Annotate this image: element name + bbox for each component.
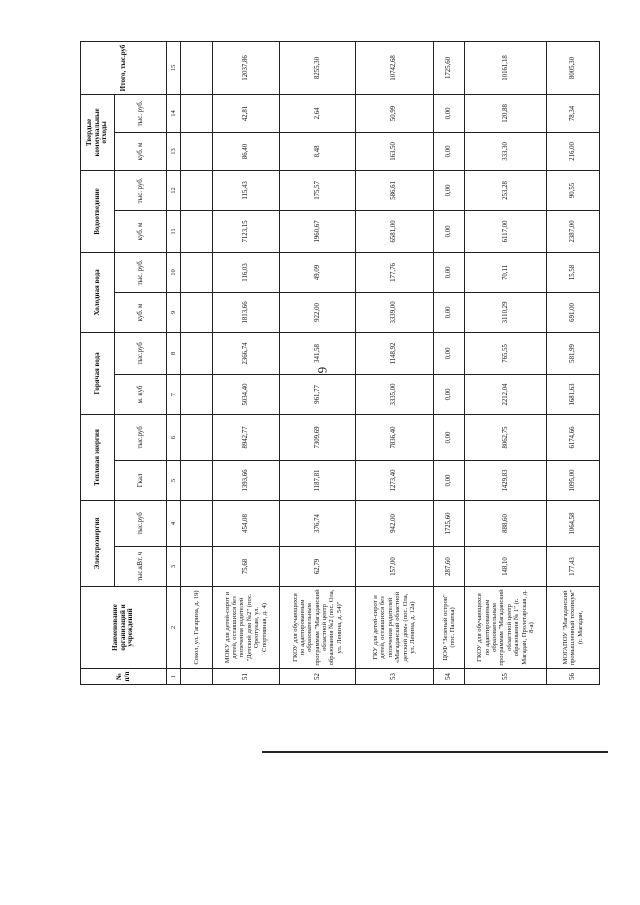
value-cell: 7309,69: [279, 414, 355, 460]
value-cell: 0,00: [433, 414, 465, 460]
value-cell: 163,50: [355, 132, 433, 170]
value-cell: 7123,15: [212, 210, 279, 252]
value-cell: [181, 252, 213, 292]
value-cell: 961,77: [279, 374, 355, 414]
value-cell: [181, 374, 213, 414]
utilities-table: [80, 41, 600, 685]
row-number: 51: [212, 669, 279, 685]
value-cell: 10742,68: [355, 41, 433, 94]
header-solid-waste: Твердые коммунальные отходы: [81, 94, 115, 170]
unit-hw-qty: м. куб: [115, 374, 167, 414]
col-index: 2: [167, 587, 181, 669]
value-cell: 0,00: [433, 460, 465, 500]
value-cell: 5034,40: [212, 374, 279, 414]
value-cell: 454,08: [212, 500, 279, 546]
value-cell: 115,43: [212, 170, 279, 210]
value-cell: 8005,30: [547, 41, 600, 94]
header-total: Итого, тыс.руб: [81, 41, 167, 94]
header-no: № п/п: [81, 669, 167, 685]
col-index: 11: [167, 210, 181, 252]
organization-name: ГКОУ для обучающихся по адаптированным образовательным программам "Магаданский областной центр образования № 1" (г. Магадан, Пролетарская, д. 8-а): [465, 587, 547, 669]
col-index: 13: [167, 132, 181, 170]
value-cell: 75,68: [212, 547, 279, 587]
value-cell: 78,34: [547, 94, 600, 132]
col-index: 3: [167, 547, 181, 587]
col-index: 10: [167, 252, 181, 292]
value-cell: 8255,30: [279, 41, 355, 94]
col-index: 12: [167, 170, 181, 210]
value-cell: 15,58: [547, 252, 600, 292]
value-cell: 2366,74: [212, 332, 279, 374]
value-cell: 49,09: [279, 252, 355, 292]
value-cell: 120,88: [465, 94, 547, 132]
value-cell: 1148,92: [355, 332, 433, 374]
header-name: Наименование организаций и учреждений: [81, 587, 167, 669]
value-cell: 581,99: [547, 332, 600, 374]
value-cell: 12037,86: [212, 41, 279, 94]
value-cell: 86,40: [212, 132, 279, 170]
table-row: [465, 41, 547, 684]
unit-sw-qty: куб. м: [115, 132, 167, 170]
value-cell: 1681,63: [547, 374, 600, 414]
value-cell: 3335,00: [355, 374, 433, 414]
col-index: 1: [167, 669, 181, 685]
value-cell: 1725,60: [433, 41, 465, 94]
value-cell: 0,00: [433, 374, 465, 414]
value-cell: 2387,00: [547, 210, 600, 252]
value-cell: 148,10: [465, 547, 547, 587]
value-cell: 1064,58: [547, 500, 600, 546]
value-cell: 70,11: [465, 252, 547, 292]
organization-name: Сокол, ул. Гагарина, д. 19): [181, 587, 213, 669]
value-cell: 691,00: [547, 292, 600, 332]
value-cell: [181, 460, 213, 500]
value-cell: 175,57: [279, 170, 355, 210]
table-body: [181, 41, 600, 684]
rotated-table-wrapper: [80, 42, 600, 685]
row-number: [181, 669, 213, 685]
value-cell: 0,00: [433, 252, 465, 292]
value-cell: 1725,60: [433, 500, 465, 546]
organization-name: ЦОФ "Зеленый остров" (пос. Палатка): [433, 587, 465, 669]
value-cell: 0,00: [433, 210, 465, 252]
organization-name: МОГАПОУ "Магаданский промышленный техникум" (г. Магадан,: [547, 587, 600, 669]
value-cell: 333,30: [465, 132, 547, 170]
value-cell: 90,55: [547, 170, 600, 210]
col-index: 8: [167, 332, 181, 374]
value-cell: 0,00: [433, 332, 465, 374]
header-cold-water: Холодная вода: [81, 252, 115, 332]
value-cell: 177,43: [547, 547, 600, 587]
col-index: 15: [167, 41, 181, 94]
page-number: 6: [315, 366, 330, 374]
unit-heat-sum: тыс.руб: [115, 414, 167, 460]
value-cell: 157,00: [355, 547, 433, 587]
row-number: 53: [355, 669, 433, 685]
value-cell: 50,99: [355, 94, 433, 132]
col-index: 6: [167, 414, 181, 460]
value-cell: [181, 332, 213, 374]
value-cell: 8062,75: [465, 414, 547, 460]
col-index: 9: [167, 292, 181, 332]
value-cell: 8,48: [279, 132, 355, 170]
value-cell: 1813,66: [212, 292, 279, 332]
value-cell: 1273,40: [355, 460, 433, 500]
value-cell: 10161,18: [465, 41, 547, 94]
value-cell: 6174,66: [547, 414, 600, 460]
value-cell: 8942,77: [212, 414, 279, 460]
unit-cw-qty: куб. м: [115, 292, 167, 332]
value-cell: [181, 414, 213, 460]
value-cell: 7836,40: [355, 414, 433, 460]
organization-name: ГКОУ для обучающихся по адаптированным образовательным программам "Магаданский областной центр образования №2 (пос. Ола, ул. Ленина, д. 54)": [279, 587, 355, 669]
col-index: 4: [167, 500, 181, 546]
unit-heat-qty: Гкал: [115, 460, 167, 500]
value-cell: [181, 210, 213, 252]
col-index: 5: [167, 460, 181, 500]
value-cell: 1429,83: [465, 460, 547, 500]
value-cell: 942,00: [355, 500, 433, 546]
value-cell: 888,60: [465, 500, 547, 546]
value-cell: 216,00: [547, 132, 600, 170]
value-cell: 0,00: [433, 292, 465, 332]
value-cell: 2212,04: [465, 374, 547, 414]
table-row: [181, 41, 213, 684]
value-cell: [181, 292, 213, 332]
unit-el-qty: тыс.кВт. ч: [115, 547, 167, 587]
table-row: [355, 41, 433, 684]
value-cell: 0,00: [433, 170, 465, 210]
header-heat: Тепловая энергия: [81, 414, 115, 500]
value-cell: 2,64: [279, 94, 355, 132]
value-cell: 6117,00: [465, 210, 547, 252]
value-cell: 62,79: [279, 547, 355, 587]
col-index: 14: [167, 94, 181, 132]
value-cell: [181, 170, 213, 210]
value-cell: [181, 132, 213, 170]
header-hot-water: Горячая вода: [81, 332, 115, 414]
value-cell: 1187,81: [279, 460, 355, 500]
value-cell: [181, 94, 213, 132]
value-cell: [181, 41, 213, 94]
value-cell: 287,60: [433, 547, 465, 587]
row-number: 56: [547, 669, 600, 685]
column-index-row: [167, 41, 181, 684]
value-cell: 3110,29: [465, 292, 547, 332]
table-row: [547, 41, 600, 684]
table-row: [212, 41, 279, 684]
unit-dr-sum: тыс. руб.: [115, 170, 167, 210]
header-drainage: Водоотведение: [81, 170, 115, 252]
value-cell: 341,58: [279, 332, 355, 374]
value-cell: 586,61: [355, 170, 433, 210]
value-cell: 253,28: [465, 170, 547, 210]
value-cell: 376,74: [279, 500, 355, 546]
value-cell: 6581,00: [355, 210, 433, 252]
value-cell: 3339,00: [355, 292, 433, 332]
unit-hw-sum: тыс.руб: [115, 332, 167, 374]
organization-name: ГКУ для детей-сирот и детей, оставшихся без попечения родителей «Магаданский областной детский дом» (пос. Ола, ул. Ленина, д. 12а): [355, 587, 433, 669]
value-cell: 765,55: [465, 332, 547, 374]
value-cell: [181, 547, 213, 587]
row-number: 54: [433, 669, 465, 685]
table-row: [433, 41, 465, 684]
value-cell: 1960,67: [279, 210, 355, 252]
unit-dr-qty: куб. м: [115, 210, 167, 252]
unit-el-sum: тыс.руб: [115, 500, 167, 546]
table-row: [279, 41, 355, 684]
organization-name: МОКУ для детей-сирот и детей, оставшихся без попечения родителей "Детский дом №2" (пос. Ореотукан, ул. Спортивная, д. 4): [212, 587, 279, 669]
value-cell: [181, 500, 213, 546]
value-cell: 1095,00: [547, 460, 600, 500]
unit-sw-sum: тыс. руб.: [115, 94, 167, 132]
header-electricity: Электроэнергия: [81, 500, 115, 586]
row-number: 52: [279, 669, 355, 685]
value-cell: 922,00: [279, 292, 355, 332]
row-number: 55: [465, 669, 547, 685]
unit-cw-sum: тыс. руб.: [115, 252, 167, 292]
value-cell: 42,81: [212, 94, 279, 132]
value-cell: 116,03: [212, 252, 279, 292]
value-cell: 0,00: [433, 94, 465, 132]
col-index: 7: [167, 374, 181, 414]
horizontal-rule: [262, 751, 608, 753]
value-cell: 0,00: [433, 132, 465, 170]
value-cell: 1393,66: [212, 460, 279, 500]
value-cell: 177,76: [355, 252, 433, 292]
